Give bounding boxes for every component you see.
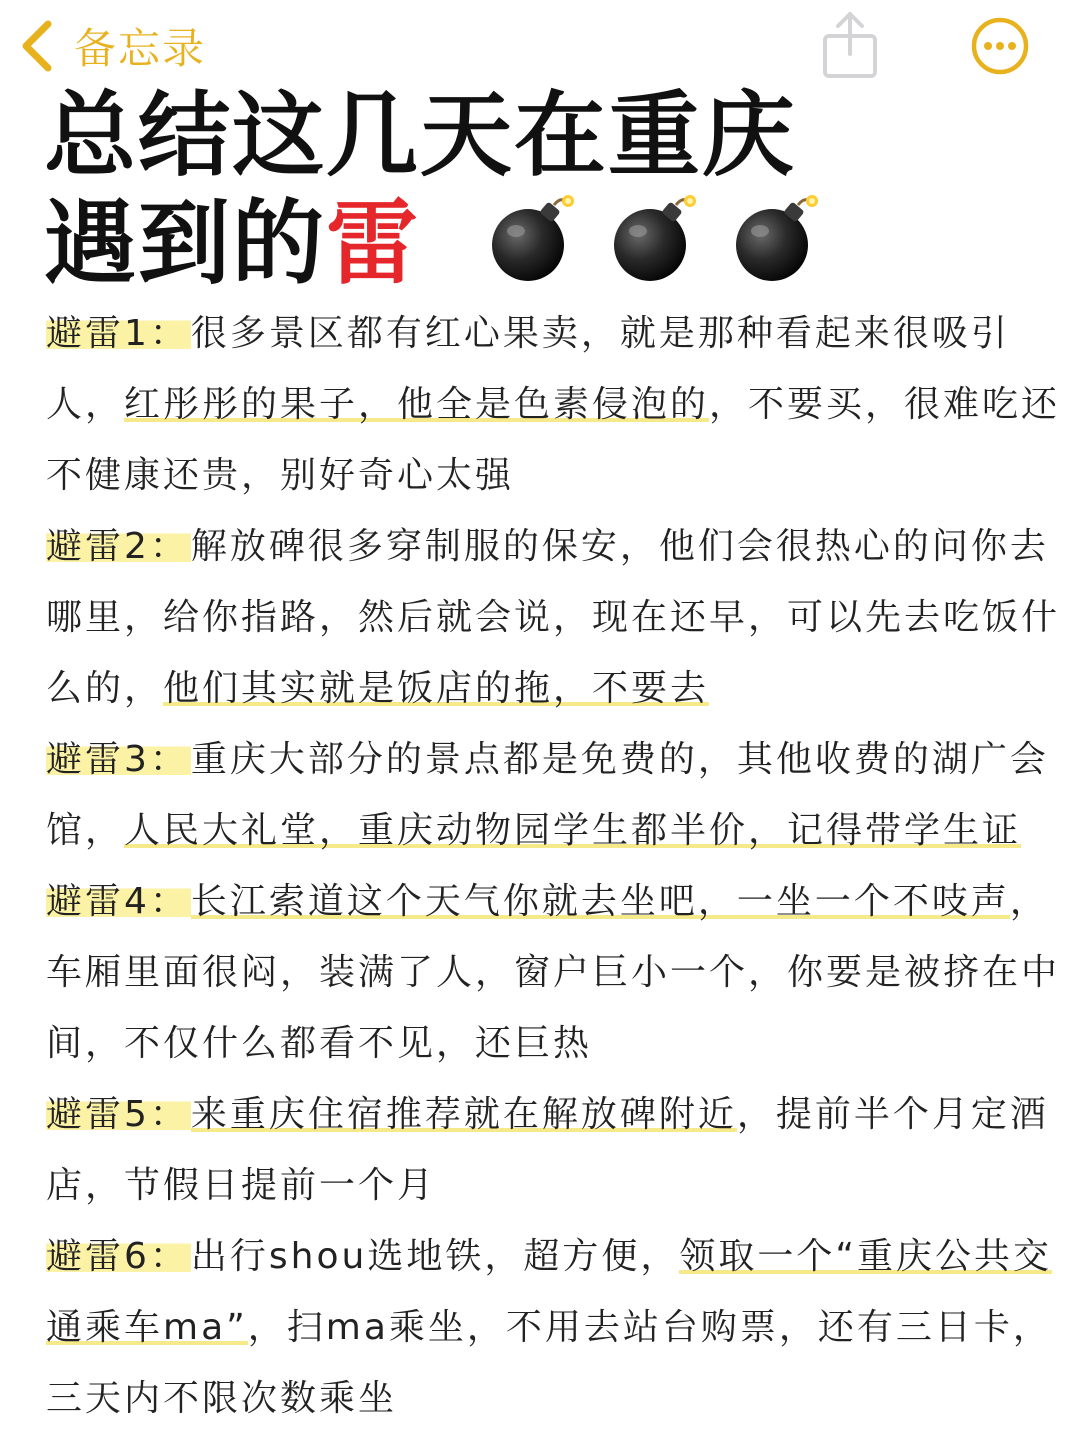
tip-highlight-text: 红彤彤的果子，他全是色素侵泡的 (124, 384, 710, 425)
back-label: 备忘录 (74, 24, 207, 73)
back-button[interactable] (18, 14, 206, 78)
tip-tag: 避雷6： (46, 1236, 189, 1277)
tip-text: 重庆大部分的景点都是免费的，其他收费的湖广会馆， (46, 739, 1049, 851)
tip-highlight-text: 人民大礼堂，重庆动物园学生都半价，记得带学生证 (124, 810, 1022, 851)
nav-bar (0, 0, 1080, 92)
tip-text: ，不要买，很难吃还不健康还贵，别好奇心太强 (46, 384, 1061, 496)
tip-highlight-text: 领取一个“重庆公共交通乘车ma” (46, 1236, 1052, 1348)
tip-paragraph (46, 724, 1076, 866)
tip-tag: 避雷2： (46, 526, 189, 567)
tip-tag: 避雷5： (46, 1094, 189, 1135)
tip-paragraph (46, 866, 1076, 1079)
tip-text: 很多景区都有红心果卖，就是那种看起来很吸引人， (46, 313, 1010, 425)
tip-paragraph (46, 511, 1076, 724)
tip-highlight-text: 来重庆住宿推荐就在解放碑附近 (190, 1094, 737, 1135)
bomb-icon (732, 193, 824, 285)
more-options-icon[interactable] (970, 16, 1030, 76)
bomb-icon (610, 193, 702, 285)
bomb-icon (488, 193, 580, 285)
chevron-left-icon (18, 18, 58, 74)
tip-text: ，扫ma乘坐，不用去站台购票，还有三日卡，三天内不限次数乘坐 (46, 1307, 1052, 1419)
tip-text: ，车厢里面很闷，装满了人，窗户巨小一个，你要是被挤在中间，不仅什么都看不见，还巨热 (46, 881, 1061, 1064)
note-title (44, 82, 1044, 298)
title-prefix: 遇到的 (44, 190, 327, 297)
tip-text: 解放碑很多穿制服的保安，他们会很热心的问你去哪里，给你指路，然后就会说，现在还早，可以先去吃饭什么的， (46, 526, 1061, 709)
tip-highlight-text: 他们其实就是饭店的拖，不要去 (163, 668, 710, 709)
tip-text: 出行shou选地铁，超方便， (190, 1236, 680, 1277)
title-highlight: 雷 (326, 190, 421, 297)
note-body (46, 298, 1076, 1434)
title-line-1: 总结这几天在重庆 (44, 82, 797, 189)
tip-text: ，提前半个月定酒店，节假日提前一个月 (46, 1094, 1049, 1206)
tip-tag: 避雷4： (46, 881, 189, 922)
share-icon[interactable] (820, 10, 880, 80)
tip-paragraph (46, 1079, 1076, 1221)
tip-highlight-text: 长江索道这个天气你就去坐吧，一坐一个不吱声 (190, 881, 1010, 922)
tip-tag: 避雷1： (46, 313, 189, 354)
tip-paragraph (46, 1221, 1076, 1434)
title-line-2 (44, 190, 1044, 298)
tip-paragraph (46, 298, 1076, 511)
tip-tag: 避雷3： (46, 739, 189, 780)
bomb-emoji-group (488, 193, 824, 285)
